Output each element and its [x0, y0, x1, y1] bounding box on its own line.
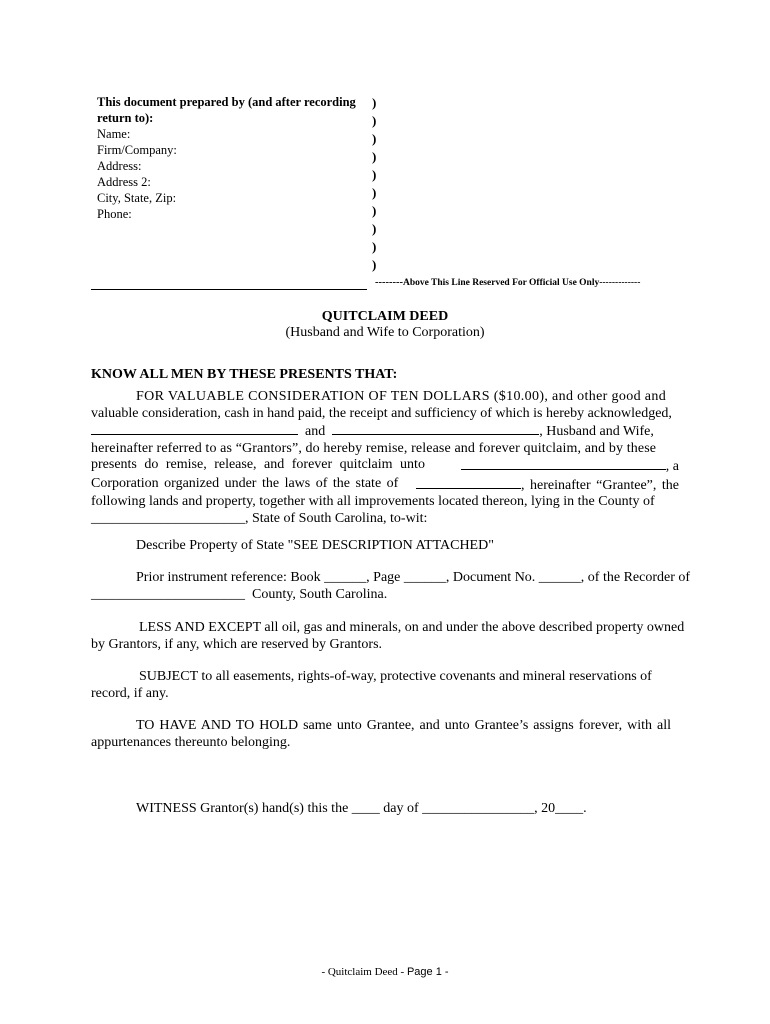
- prior-line-2: ______________________ County, South Carolina.: [91, 586, 388, 602]
- footer-document-name: - Quitclaim Deed -: [321, 966, 407, 978]
- preparer-name-label: Name:: [97, 127, 131, 141]
- document-title: QUITCLAIM DEED: [321, 309, 449, 324]
- habendum-line-2: appurtenances thereunto belonging.: [91, 734, 291, 750]
- consideration-line-7: following lands and property, together with all improvements located thereon, lying in the County of: [91, 494, 655, 509]
- grantor-2-blank[interactable]: [332, 422, 539, 435]
- consideration-line-1: [91, 389, 679, 406]
- paren: ): [372, 113, 377, 128]
- and-text: and: [305, 424, 326, 439]
- reserved-text: Above This Line Reserved For Official Use Only: [402, 278, 600, 288]
- preparer-firm-label: Firm/Company:: [97, 143, 177, 157]
- paren: ): [372, 257, 377, 272]
- paren: ): [372, 95, 377, 110]
- state-to-wit-text: , State of South Carolina, to-wit:: [245, 510, 428, 526]
- less-except-line-2: by Grantors, if any, which are reserved by Grantors.: [91, 636, 383, 652]
- consideration-paragraph: [91, 389, 679, 527]
- describe-property: Describe Property of State "SEE DESCRIPTION ATTACHED": [136, 538, 494, 553]
- recording-signature-rule: [91, 289, 367, 290]
- husband-wife-text: , Husband and Wife,: [539, 424, 654, 439]
- subject-line-2: record, if any.: [91, 685, 169, 701]
- paren: ): [372, 131, 377, 146]
- reserved-dashes-right: -------------: [599, 278, 641, 288]
- paren: ): [372, 203, 377, 218]
- corporation-text: Corporation organized under the laws of the state of: [91, 475, 399, 491]
- consideration-line-6: [91, 476, 679, 495]
- preparer-city-state-zip-label: City, State, Zip:: [97, 191, 177, 205]
- consideration-line-8: [91, 511, 679, 528]
- preparer-address2-label: Address 2:: [97, 175, 151, 189]
- consideration-line-3: [91, 422, 679, 441]
- quitclaim-unto-text: presents do remise, release, and forever quitclaim unto: [91, 457, 425, 472]
- paren: ): [372, 185, 377, 200]
- preparer-address-label: Address:: [97, 159, 142, 173]
- consideration-text-1: FOR VALUABLE CONSIDERATION OF TEN DOLLARS ($10.00), and other good and: [136, 389, 667, 404]
- grantee-name-blank[interactable]: [461, 457, 666, 470]
- consideration-line-2: valuable consideration, cash in hand paid, the receipt and sufficiency of which is hereby acknowledged,: [91, 405, 672, 421]
- paren: ): [372, 167, 377, 182]
- witness-line: WITNESS Grantor(s) hand(s) this the ____ day of ________________, 20____.: [136, 801, 587, 816]
- footer-page-number: Page 1 -: [406, 966, 449, 978]
- habendum-text-1: TO HAVE AND TO HOLD same unto Grantee, and unto Grantee’s assigns forever, with all: [136, 718, 671, 733]
- reserved-line: [375, 277, 640, 288]
- consideration-line-4: hereinafter referred to as “Grantors”, do hereby remise, release and forever quitclaim, and by these: [91, 440, 657, 456]
- grantee-text: , hereinafter “Grantee”, the: [521, 477, 679, 493]
- a-text: , a: [665, 459, 679, 474]
- paren: ): [372, 239, 377, 254]
- reserved-dashes-left: --------: [375, 277, 403, 288]
- preparer-phone-label: Phone:: [97, 207, 132, 221]
- county-blank[interactable]: ______________________: [91, 510, 245, 526]
- less-except-line-1: LESS AND EXCEPT all oil, gas and minerals, on and under the above described property owned: [139, 620, 685, 635]
- habendum-line-1: [91, 718, 679, 735]
- paren: ): [372, 221, 377, 236]
- less-and-except-paragraph: [91, 620, 685, 653]
- consideration-line-5: [91, 457, 679, 476]
- preparer-block: [97, 94, 367, 222]
- page-footer: [0, 966, 770, 978]
- document-subtitle: (Husband and Wife to Corporation): [285, 325, 485, 340]
- prior-instrument-paragraph: [91, 570, 691, 603]
- grantor-1-blank[interactable]: [91, 422, 298, 435]
- know-all-men-heading: KNOW ALL MEN BY THESE PRESENTS THAT:: [91, 367, 398, 382]
- prior-line-1: Prior instrument reference: Book ______, Page ______, Document No. ______, of the Recorder of: [136, 570, 691, 585]
- habendum-paragraph: [91, 718, 679, 751]
- parenthesis-column: [372, 94, 376, 274]
- state-blank[interactable]: [416, 476, 521, 489]
- subject-line-1: SUBJECT to all easements, rights-of-way, protective covenants and mineral reservations of: [139, 669, 652, 684]
- paren: ): [372, 149, 377, 164]
- preparer-heading: This document prepared by (and after recording return to):: [97, 95, 356, 125]
- subject-paragraph: [91, 669, 679, 702]
